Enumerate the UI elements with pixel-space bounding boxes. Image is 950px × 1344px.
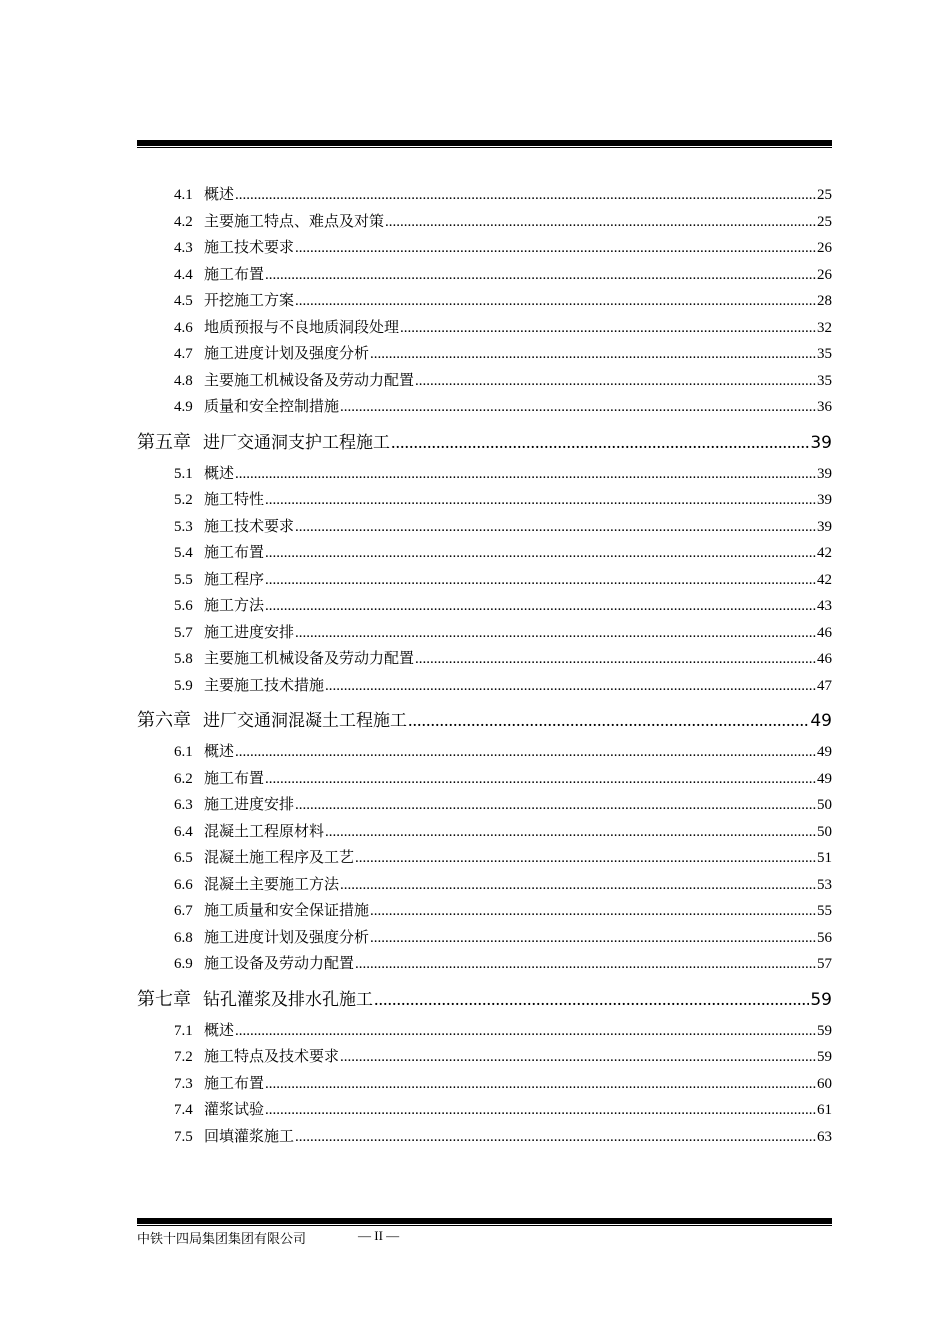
toc-section-entry[interactable]	[137, 846, 832, 873]
toc-entry-page: 59	[817, 1049, 832, 1065]
toc-entry-page: 46	[817, 624, 832, 641]
toc-entry-page: 42	[817, 571, 832, 588]
toc-entry-page: 63	[817, 1128, 832, 1145]
toc-dot-leader	[265, 545, 816, 562]
toc-entry-page: 39	[817, 465, 832, 482]
toc-entry-number: 6.2	[174, 770, 193, 787]
toc-section-entry[interactable]	[137, 488, 832, 515]
toc-section-entry[interactable]	[137, 952, 832, 979]
toc-section-entry[interactable]	[137, 621, 832, 648]
toc-dot-leader	[295, 240, 816, 257]
toc-entry-number: 5.1	[174, 465, 193, 482]
toc-entry-page: 59	[817, 1022, 832, 1039]
toc-entry-page: 55	[817, 903, 832, 919]
toc-section-entry[interactable]	[137, 926, 832, 953]
toc-entry-number: 5.8	[174, 651, 193, 667]
toc-entry-page: 39	[810, 432, 832, 453]
toc-entry-page: 47	[817, 677, 832, 694]
toc-dot-leader	[235, 466, 816, 483]
toc-section-entry[interactable]	[137, 289, 832, 316]
toc-dot-leader	[374, 989, 809, 1010]
toc-entry-title: 主要施工机械设备及劳动力配置	[204, 651, 415, 667]
toc-section-entry[interactable]	[137, 395, 832, 422]
toc-dot-leader	[340, 1049, 816, 1066]
toc-entry-page: 25	[817, 213, 832, 230]
toc-dot-leader	[385, 214, 816, 231]
toc-entry-title: 进厂交通洞支护工程施工	[203, 432, 390, 453]
toc-entry-number: 4.8	[174, 372, 193, 389]
toc-entry-page: 28	[817, 293, 832, 309]
toc-entry-page: 26	[817, 240, 832, 256]
toc-entry-title: 混凝土施工程序及工艺	[204, 850, 355, 866]
toc-entry-title: 概述	[204, 187, 235, 203]
toc-chapter-entry[interactable]	[137, 979, 832, 1019]
toc-entry-number: 5.6	[174, 598, 193, 614]
toc-dot-leader	[235, 187, 816, 204]
toc-entry-number: 7.4	[174, 1102, 193, 1118]
toc-section-entry[interactable]	[137, 210, 832, 237]
toc-dot-leader	[295, 519, 816, 536]
toc-entry-title: 开挖施工方案	[204, 293, 295, 309]
toc-entry-page: 35	[817, 346, 832, 362]
toc-entry-page: 36	[817, 399, 832, 415]
toc-entry-number: 7.1	[174, 1022, 193, 1039]
toc-dot-leader	[370, 346, 816, 363]
toc-entry-number: 7.2	[174, 1049, 193, 1065]
toc-dot-leader	[265, 1102, 816, 1119]
toc-entry-title: 混凝土主要施工方法	[204, 876, 340, 893]
toc-dot-leader	[265, 598, 816, 615]
toc-entry-page: 56	[817, 929, 832, 946]
toc-entry-title: 施工方法	[204, 598, 265, 614]
toc-entry-page: 35	[817, 372, 832, 389]
toc-entry-number: 4.5	[174, 293, 193, 309]
toc-section-entry[interactable]	[137, 369, 832, 396]
toc-entry-title: 施工进度安排	[204, 797, 295, 813]
toc-entry-number: 5.7	[174, 624, 193, 641]
toc-dot-leader	[415, 373, 816, 390]
toc-entry-title: 施工特性	[204, 492, 265, 508]
toc-section-entry[interactable]	[137, 541, 832, 568]
toc-dot-leader	[370, 903, 816, 920]
toc-entry-page: 49	[817, 770, 832, 787]
toc-entry-number: 7.3	[174, 1075, 193, 1092]
toc-entry-title: 施工程序	[204, 571, 265, 588]
toc-entry-page: 43	[817, 598, 832, 614]
toc-section-entry[interactable]	[137, 568, 832, 595]
toc-entry-number: 5.5	[174, 571, 193, 588]
footer-rule-thin	[137, 1225, 832, 1226]
toc-entry-title: 回填灌浆施工	[204, 1128, 295, 1145]
toc-entry-number: 4.1	[174, 187, 193, 203]
toc-entry-title: 主要施工机械设备及劳动力配置	[204, 372, 415, 389]
toc-entry-page: 32	[817, 319, 832, 336]
toc-section-entry[interactable]	[137, 594, 832, 621]
toc-entry-page: 42	[817, 545, 832, 561]
toc-section-entry[interactable]	[137, 647, 832, 674]
toc-entry-title: 概述	[204, 744, 235, 760]
toc-entry-title: 施工进度计划及强度分析	[204, 929, 370, 946]
toc-entry-title: 施工进度计划及强度分析	[204, 346, 370, 362]
toc-entry-number: 第六章	[137, 710, 191, 730]
toc-entry-page: 49	[810, 711, 832, 731]
toc-dot-leader	[370, 930, 816, 947]
toc-entry-number: 5.9	[174, 677, 193, 694]
toc-dot-leader	[295, 625, 816, 642]
toc-section-entry[interactable]	[137, 462, 832, 489]
toc-dot-leader	[400, 320, 816, 337]
toc-entry-number: 4.4	[174, 266, 193, 283]
toc-entry-page: 53	[817, 876, 832, 893]
toc-entry-page: 26	[817, 266, 832, 283]
toc-entry-title: 质量和安全控制措施	[204, 399, 340, 415]
toc-section-entry[interactable]	[137, 1045, 832, 1072]
toc-entry-title: 施工设备及劳动力配置	[204, 956, 355, 972]
toc-dot-leader	[340, 399, 816, 416]
toc-entry-title: 施工技术要求	[204, 240, 295, 256]
toc-entry-title: 施工布置	[204, 545, 265, 561]
toc-dot-leader	[295, 1129, 816, 1146]
toc-entry-number: 5.4	[174, 545, 193, 561]
toc-dot-leader	[265, 492, 816, 509]
toc-dot-leader	[355, 850, 816, 867]
toc-entry-page: 49	[817, 744, 832, 760]
toc-entry-number: 6.9	[174, 956, 193, 972]
header-rule-thin	[137, 147, 832, 148]
toc-section-entry[interactable]	[137, 342, 832, 369]
toc-section-entry[interactable]	[137, 793, 832, 820]
toc-section-entry[interactable]	[137, 674, 832, 701]
toc-entry-number: 4.2	[174, 213, 193, 230]
toc-entry-title: 进厂交通洞混凝土工程施工	[203, 711, 407, 731]
toc-chapter-entry[interactable]	[137, 422, 832, 462]
toc-dot-leader	[325, 824, 816, 841]
toc-entry-number: 6.5	[174, 850, 193, 866]
footer-rule	[137, 1218, 832, 1224]
toc-entry-number: 5.2	[174, 492, 193, 508]
toc-section-entry[interactable]	[137, 1098, 832, 1125]
toc-section-entry[interactable]	[137, 515, 832, 542]
toc-entry-title: 混凝土工程原材料	[204, 823, 325, 840]
toc-entry-number: 6.6	[174, 876, 193, 893]
toc-section-entry[interactable]	[137, 899, 832, 926]
toc-dot-leader	[235, 744, 816, 761]
toc-section-entry[interactable]	[137, 316, 832, 343]
toc-section-entry[interactable]	[137, 236, 832, 263]
header-rule	[137, 140, 832, 146]
toc-entry-number: 第五章	[137, 431, 191, 452]
toc-entry-number: 6.7	[174, 903, 193, 919]
toc-chapter-entry[interactable]	[137, 700, 832, 740]
toc-entry-title: 施工布置	[204, 266, 265, 283]
toc-entry-page: 25	[817, 187, 832, 203]
toc-entry-number: 4.6	[174, 319, 193, 336]
toc-entry-number: 4.7	[174, 346, 193, 362]
toc-dot-leader	[325, 678, 816, 695]
footer-company: 中铁十四局集团集团有限公司	[137, 1232, 307, 1247]
toc-section-entry[interactable]	[137, 1125, 832, 1152]
toc-entry-title: 主要施工特点、难点及对策	[204, 213, 385, 230]
toc-entry-number: 4.9	[174, 399, 193, 415]
toc-entry-page: 59	[810, 989, 832, 1010]
toc-dot-leader	[355, 956, 816, 973]
toc-section-entry[interactable]	[137, 873, 832, 900]
footer-page-number: — II —	[358, 1228, 400, 1243]
toc-section-entry[interactable]	[137, 1019, 832, 1046]
toc-entry-number: 6.1	[174, 744, 193, 760]
toc-entry-title: 钻孔灌浆及排水孔施工	[203, 989, 373, 1010]
toc-section-entry[interactable]	[137, 183, 832, 210]
toc-entry-title: 概述	[204, 465, 235, 482]
toc-entry-title: 施工技术要求	[204, 518, 295, 535]
toc-section-entry[interactable]	[137, 263, 832, 290]
toc-entry-page: 39	[817, 492, 832, 508]
toc-entry-number: 6.4	[174, 823, 193, 840]
toc-entry-number: 6.8	[174, 929, 193, 946]
toc-entry-page: 51	[817, 850, 832, 866]
toc-dot-leader	[265, 1076, 816, 1093]
toc-entry-number: 5.3	[174, 518, 193, 535]
toc-dot-leader	[340, 877, 816, 894]
toc-entry-title: 灌浆试验	[204, 1102, 265, 1118]
toc-entry-page: 46	[817, 651, 832, 667]
toc-dot-leader	[408, 710, 809, 731]
toc-entry-page: 39	[817, 518, 832, 535]
toc-dot-leader	[295, 797, 816, 814]
toc-entry-title: 施工布置	[204, 770, 265, 787]
toc-entry-title: 地质预报与不良地质洞段处理	[204, 319, 400, 336]
toc-entry-page: 57	[817, 956, 832, 972]
toc-entry-title: 主要施工技术措施	[204, 677, 325, 694]
toc-entry-page: 50	[817, 823, 832, 840]
toc-entry-title: 施工布置	[204, 1075, 265, 1092]
toc-entry-page: 60	[817, 1075, 832, 1092]
toc-entry-title: 施工特点及技术要求	[204, 1049, 340, 1065]
toc-entry-number: 4.3	[174, 240, 193, 256]
toc-dot-leader	[415, 651, 816, 668]
toc-dot-leader	[235, 1023, 816, 1040]
toc-entry-title: 施工进度安排	[204, 624, 295, 641]
toc-dot-leader	[295, 293, 816, 310]
toc-dot-leader	[265, 771, 816, 788]
table-of-contents	[137, 183, 832, 1151]
toc-dot-leader	[391, 432, 809, 453]
toc-entry-page: 61	[817, 1102, 832, 1118]
toc-section-entry[interactable]	[137, 820, 832, 847]
toc-entry-title: 施工质量和安全保证措施	[204, 903, 370, 919]
toc-entry-page: 50	[817, 797, 832, 813]
toc-entry-number: 7.5	[174, 1128, 193, 1145]
toc-section-entry[interactable]	[137, 1072, 832, 1099]
toc-entry-number: 第七章	[137, 988, 191, 1009]
toc-entry-title: 概述	[204, 1022, 235, 1039]
toc-section-entry[interactable]	[137, 767, 832, 794]
toc-section-entry[interactable]	[137, 740, 832, 767]
toc-entry-number: 6.3	[174, 797, 193, 813]
toc-dot-leader	[265, 267, 816, 284]
toc-dot-leader	[265, 572, 816, 589]
